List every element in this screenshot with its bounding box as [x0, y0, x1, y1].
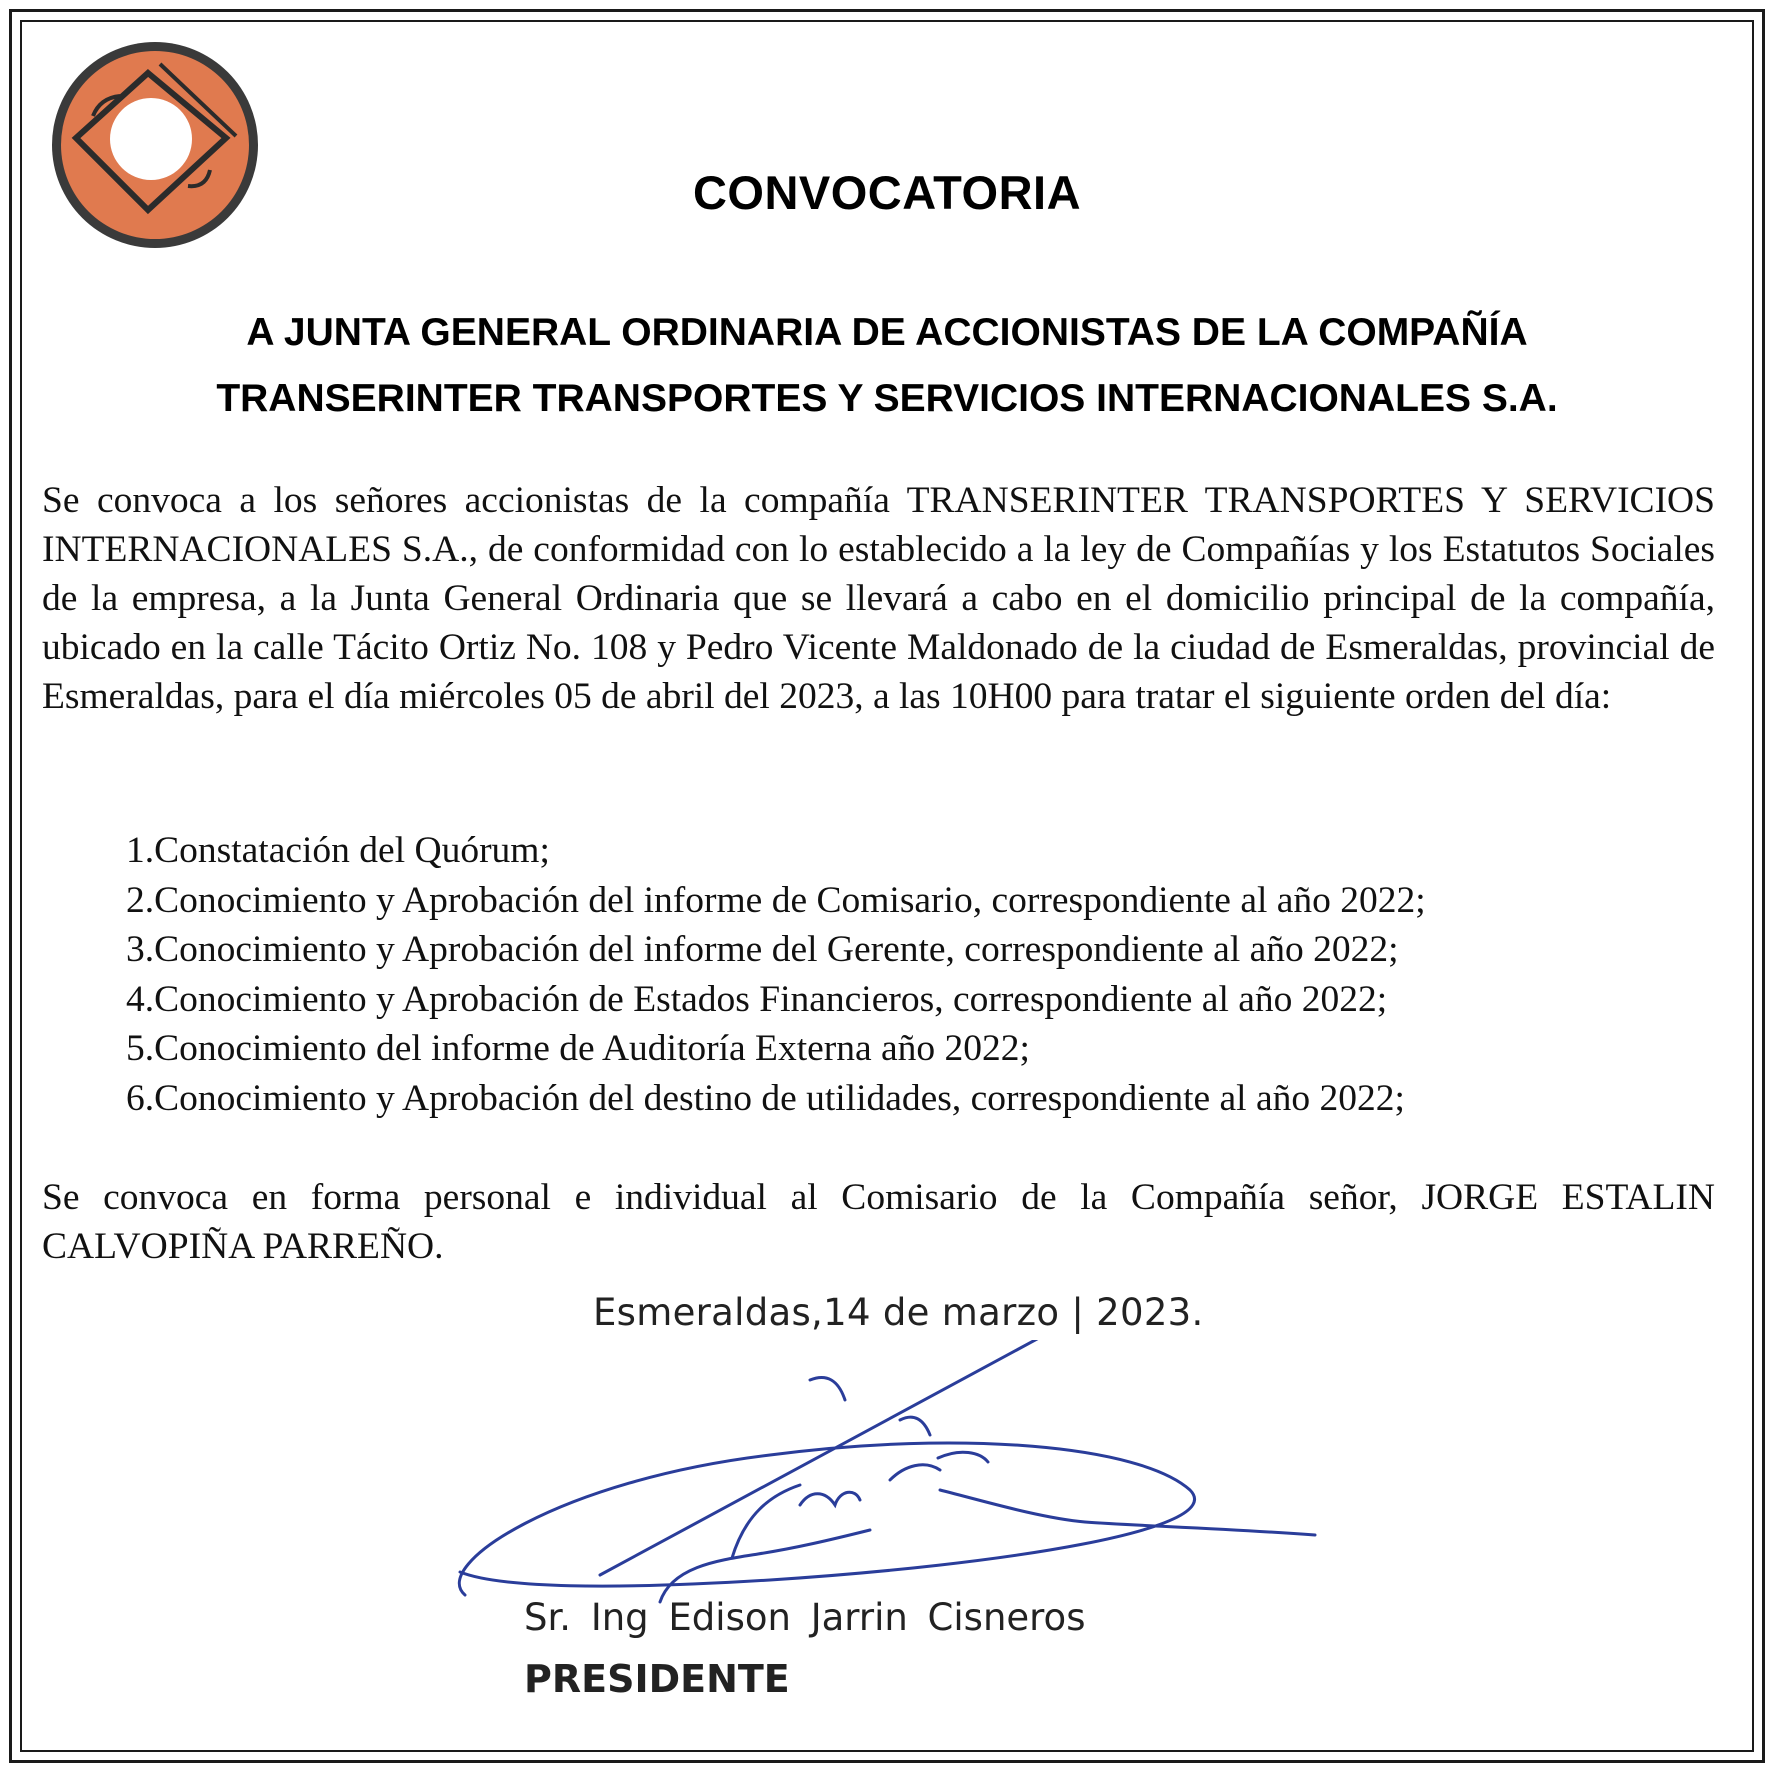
signer-role: PRESIDENTE — [524, 1657, 790, 1701]
signer-name: Sr. Ing Edison Jarrin Cisneros — [524, 1596, 1086, 1639]
date-line: Esmeraldas,14 de marzo | 2023. — [593, 1291, 1204, 1334]
agenda-item: 3.Conocimiento y Aprobación del informe del Gerente, correspondiente al año 2022; — [126, 929, 1399, 970]
convocation-paragraph: Se convoca a los señores accionistas de la compañía TRANSERINTER TRANSPORTES Y SERVICIOS INTERNACIONALES S.A., de conformidad con lo establecido a la ley de Compañías y los Estatutos Sociales de la empresa, a la Junta General Ordinaria que se llevará a cabo en el domicilio principal de la compañía, ubicado en la calle Tácito Ortiz No. 108 y Pedro Vicente Maldonado de la ciudad de Esmeraldas, provincial de Esmeraldas, para el día miércoles 05 de abril del 2023, a las 10H00 para tratar el siguiente orden del día: — [42, 480, 1715, 717]
agenda-item: 5.Conocimiento del informe de Auditoría Externa año 2022; — [126, 1028, 1030, 1069]
subtitle-line-1: A JUNTA GENERAL ORDINARIA DE ACCIONISTAS DE LA COMPAÑÍA — [246, 311, 1528, 354]
agenda-item: 4.Conocimiento y Aprobación de Estados Financieros, correspondiente al año 2022; — [126, 978, 1388, 1020]
agenda-item: 1.Constatación del Quórum; — [126, 830, 550, 871]
subtitle-line-2: TRANSERINTER TRANSPORTES Y SERVICIOS INTERNACIONALES S.A. — [216, 377, 1558, 420]
page-title: CONVOCATORIA — [692, 166, 1082, 219]
signature-icon — [440, 1340, 1340, 1620]
agenda-list — [126, 826, 1426, 1123]
subtitle — [0, 300, 1774, 432]
closing-paragraph: Se convoca en forma personal e individual al Comisario de la Compañía señor, JORGE ESTALIN CALVOPIÑA PARREÑO. — [42, 1177, 1715, 1267]
agenda-item: 6.Conocimiento y Aprobación del destino de utilidades, correspondiente al año 2022; — [126, 1077, 1405, 1119]
agenda-item: 2.Conocimiento y Aprobación del informe de Comisario, correspondiente al año 2022; — [126, 879, 1426, 921]
